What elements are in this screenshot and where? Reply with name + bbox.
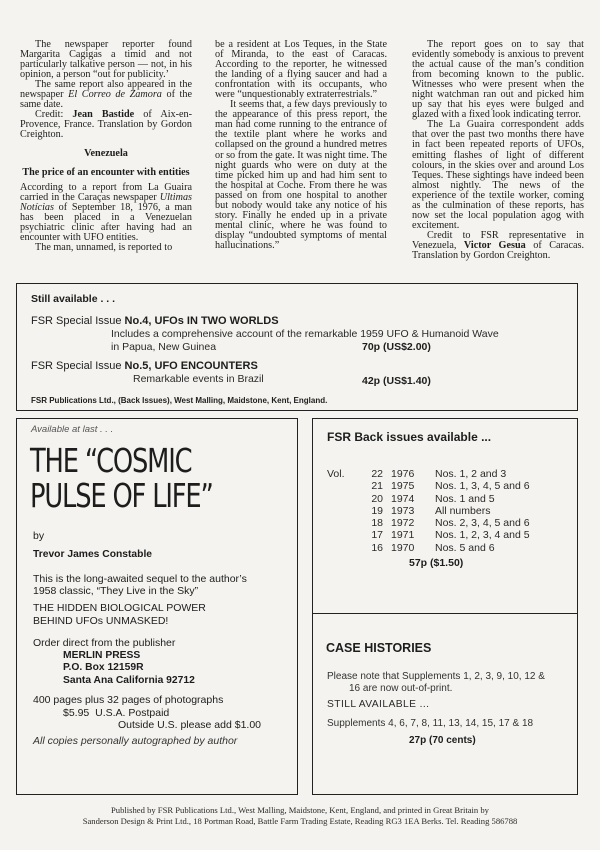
by-label: by [33, 530, 45, 542]
special-issue-4-desc: Includes a comprehensive account of the remarkable 1959 UFO & Humanoid Wave [111, 328, 499, 340]
volume-number: 17 [371, 529, 383, 542]
special-issue-5-title: FSR Special Issue No.5, UFO ENCOUNTERS [31, 360, 258, 372]
paragraph: The report goes on to say that evidently somebody is anxious to prevent the actual cause of the man’s condition from becoming known to the public. Witnesses who were present when the night watchman ran out and picked him up say that his eyes were bulged and glazed with a fixed look indicating terror. [412, 39, 584, 121]
imprint-line: Sanderson Design & Print Ltd., 18 Portman Road, Battle Farm Trading Estate, Reading RG3 1EA Berks. Tel. Reading 586788 [82, 816, 518, 827]
paragraph: The man, unnamed, is reported to [35, 241, 173, 253]
section-heading: Venezuela [84, 148, 128, 160]
volume-number: 20 [371, 492, 383, 505]
newspaper-name: Ultimas Notícias [20, 191, 192, 213]
available-numbers: Nos. 2, 3, 4, 5 and 6 [435, 517, 530, 530]
article-column-right [412, 40, 584, 261]
article-column-left [20, 40, 192, 253]
newspaper-name: El Correo de Zamora [68, 89, 162, 101]
volume-year: 1974 [391, 492, 415, 505]
volume-year: 1970 [391, 541, 415, 554]
back-issues-title: FSR Back issues available ... [327, 430, 492, 444]
back-issue-row [327, 468, 530, 480]
case-histories-title: CASE HISTORIES [326, 641, 432, 655]
out-of-print-note: Please note that Supplements 1, 2, 3, 9, 10, 12 & 16 are now out-of-print. [327, 671, 545, 694]
volume-number: 21 [371, 480, 383, 493]
still-available-label: STILL AVAILABLE ... [327, 699, 430, 710]
credit-name: Jean Bastide [72, 109, 135, 121]
paragraph: Credit: Jean Bastide of Aix-en-Provence, France. Translation by Gordon Creighton. [20, 109, 193, 141]
vol-label [327, 517, 361, 529]
special-issue-5-price: 42p (US$1.40) [362, 375, 431, 387]
volume-number: 18 [371, 517, 383, 530]
volume-year: 1976 [391, 468, 415, 480]
back-issue-row [327, 480, 530, 492]
paragraph: The newspaper reporter found Margarita Cagigas a timid and not particularly talkative person — not, in his opinion, a person “out for publicity.’ [20, 39, 192, 81]
publisher-address: MERLIN PRESS P.O. Box 12159R Santa Ana California 92712 [63, 650, 195, 686]
order-instructions: Order direct from the publisher [33, 637, 176, 649]
special-issue-4-price: 70p (US$2.00) [362, 341, 431, 353]
available-numbers: Nos. 1 and 5 [435, 492, 495, 505]
back-issue-row [327, 542, 530, 554]
vol-label: Vol. [327, 468, 345, 480]
still-available-ad [16, 283, 578, 411]
back-issues-ad [312, 418, 578, 795]
ad-title: Still available . . . [31, 293, 116, 305]
vol-label [327, 505, 361, 517]
credit-name: Victor Gesua [463, 239, 526, 251]
volume-year: 1972 [391, 517, 415, 530]
volume-number: 16 [371, 541, 383, 554]
available-numbers: Nos. 1, 2 and 3 [435, 468, 507, 480]
imprint-footer [0, 805, 600, 828]
book-pages: 400 pages plus 32 pages of photographs [33, 694, 224, 706]
book-author: Trevor James Constable [33, 549, 153, 560]
available-numbers: Nos. 1, 3, 4, 5 and 6 [435, 480, 530, 493]
supplements-list: Supplements 4, 6, 7, 8, 11, 13, 14, 15, 17 & 18 [327, 718, 534, 729]
paragraph: The La Guaira correspondent adds that over the past two months there have in fact been repeated reports of UFOs, emitting flashes of light of different colours, in the skies over and around Los Teques. These sightings have indeed been almost nightly. The news of the experience of the textile worker, coming as the culmination of these reports, has now set the local population agog with excitement. [412, 119, 584, 231]
back-issues-table [327, 468, 530, 554]
volume-year: 1973 [391, 504, 415, 517]
paragraph: It seems that, a few days previously to the appearance of this press report, the man had come running to the entrance of the textile plant where he works and collapsed on the ground a hundred metres or so from the gate. It was night time. The night guards who were on duty at the time picked him up and had him sent to the hospital at Coche. From there he was passed on from one hospital to another but nobody would take any notice of his story. Finally he ended up in a private mental clinic, where he was found to display “undoubted symptoms of mental hallucinations.” [215, 99, 387, 251]
imprint-line: Published by FSR Publications Ltd., West Malling, Maidstone, Kent, England, and printed in Great Britain by [111, 805, 489, 815]
paragraph: Credit to FSR representative in Venezuela, Victor Gesua of Caracas. Translation by Gordon Creighton. [412, 229, 584, 261]
outside-us-price: Outside U.S. please add $1.00 [118, 719, 262, 731]
special-issue-4-title: FSR Special Issue No.4, UFOs IN TWO WORLDS [31, 315, 279, 327]
article-subheading: The price of an encounter with entities [22, 166, 190, 178]
available-numbers: Nos. 5 and 6 [435, 541, 495, 554]
back-issue-row [327, 505, 530, 517]
vol-label [327, 542, 361, 554]
book-title: THE “COSMIC PULSE OF LIFE” [30, 441, 213, 515]
vol-label [327, 529, 361, 541]
paragraph: The same report also appeared in the newspaper El Correo de Zamora of the same date. [20, 79, 193, 111]
back-issue-row [327, 517, 530, 529]
publisher-address: FSR Publications Ltd., (Back Issues), West Malling, Maidstone, Kent, England. [31, 396, 328, 405]
back-issue-row [327, 529, 530, 541]
back-issue-row [327, 493, 530, 505]
book-price: $5.95 U.S.A. Postpaid [63, 707, 170, 719]
paragraph: According to a report from La Guaira carried in the Caraças newspaper Ultimas Notícias of September 18, 1976, a man has been placed in a Venezuelan psychiatric clinic after having had an encounter with UFO entities. [20, 181, 192, 243]
autograph-note: All copies personally autographed by author [33, 735, 238, 747]
paragraph: be a resident at Los Teques, in the State of Miranda, to the east of Caracas. According to the reporter, he witnessed the landing of a flying saucer and had a confrontation with its occupants, who were “unquestionably extraterrestrials.” [215, 39, 387, 101]
article-column-middle [215, 40, 387, 251]
cosmic-pulse-book-ad [16, 418, 298, 795]
volume-year: 1975 [391, 480, 415, 493]
vol-label [327, 493, 361, 505]
back-issues-price: 57p ($1.50) [409, 557, 464, 569]
divider [313, 613, 577, 614]
book-tagline: THE HIDDEN BIOLOGICAL POWER BEHIND UFOs UNMASKED! [33, 602, 206, 627]
available-numbers: Nos. 1, 2, 3, 4 and 5 [435, 529, 530, 542]
special-issue-4-desc2: in Papua, New Guinea [111, 341, 217, 353]
available-numbers: All numbers [435, 504, 491, 517]
volume-year: 1971 [391, 529, 415, 542]
book-blurb: This is the long-awaited sequel to the author’s 1958 classic, “They Live in the Sky” [33, 573, 247, 597]
case-histories-price: 27p (70 cents) [409, 735, 476, 746]
volume-number: 19 [371, 504, 383, 517]
special-issue-5-desc: Remarkable events in Brazil [133, 373, 264, 385]
ad-kicker: Available at last . . . [31, 424, 114, 435]
volume-number: 22 [371, 468, 383, 480]
vol-label [327, 480, 361, 492]
